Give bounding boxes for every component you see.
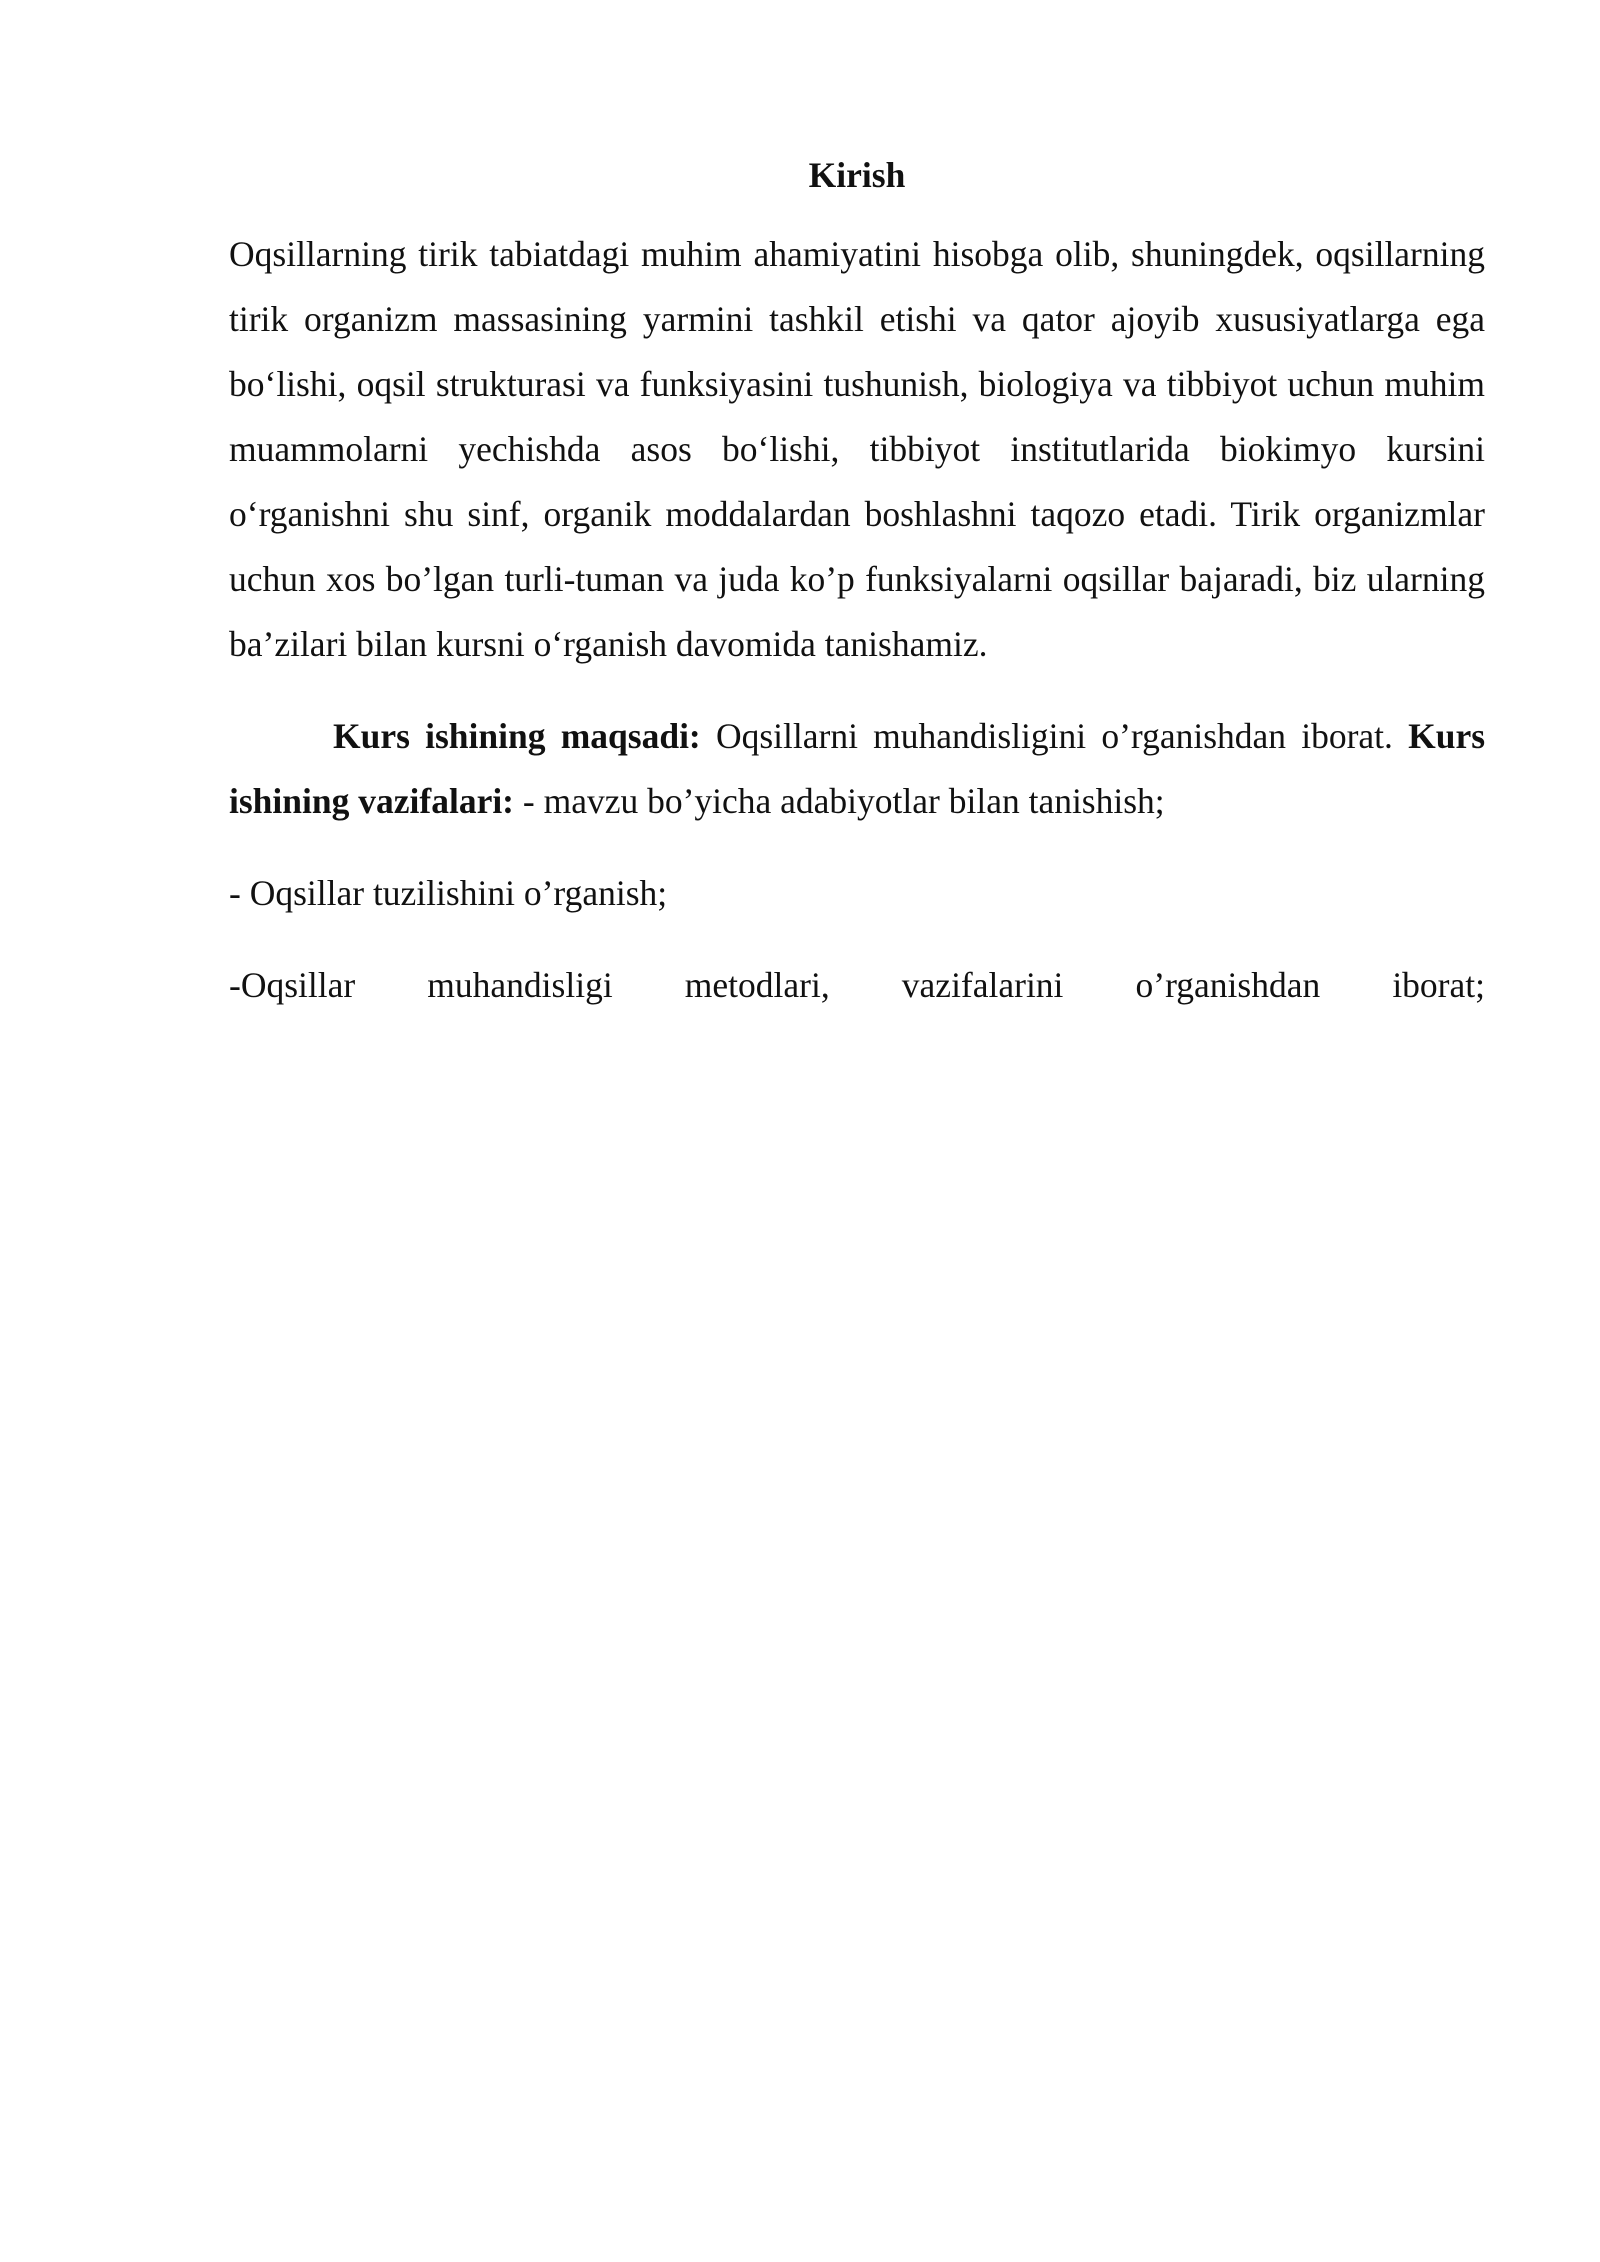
- tasks-label: Kurs ishining vazifalari:: [229, 716, 1486, 821]
- task-1: - mavzu bo’yicha adabiyotlar bilan tanishish;: [514, 781, 1165, 821]
- intro-paragraph: Oqsillarning tirik tabiatdagi muhim ahamiyatini hisobga olib, shuningdek, oqsillarning tirik organizm massasining yarmini tashkil etishi va qator ajoyib xususiyatlarga ega bo‘lishi, oqsil strukturasi va funksiyasini tushunish, biologiya va tibbiyot uchun muhim muammolarni yechishda asos bo‘lishi, tibbiyot institutlarida biokimyo kursini o‘rganishni shu sinf, organik moddalardan boshlashni taqozo etadi. Tirik organizmlar uchun xos bo’lgan turli-tuman va juda ko’p funksiyalarni oqsillar bajaradi, biz ularning ba’zilari bilan kursni o‘rganish davomida tanishamiz.: [229, 234, 1485, 664]
- goal-label: Kurs ishining maqsadi:: [333, 716, 701, 756]
- task-3: -Oqsillar muhandisligi metodlari, vazifalarini o’rganishdan iborat;: [229, 965, 1485, 1005]
- task-2: - Oqsillar tuzilishini o’rganish;: [229, 873, 668, 913]
- goals-paragraph: [229, 704, 1485, 834]
- page-title: Kirish: [808, 155, 906, 195]
- document-body: [229, 150, 1485, 1018]
- goal-text: Oqsillarni muhandisligini o’rganishdan iborat.: [700, 716, 1393, 756]
